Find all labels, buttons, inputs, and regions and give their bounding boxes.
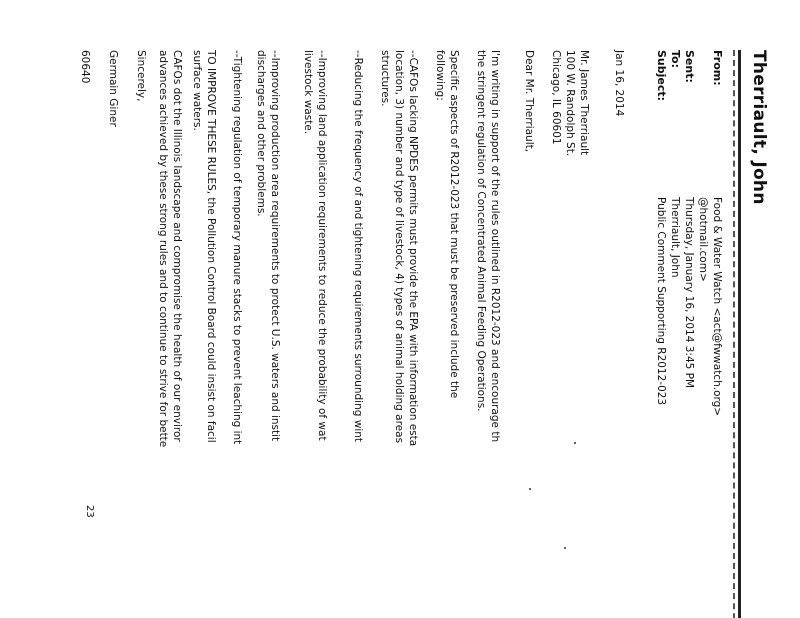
list-item (378, 50, 420, 618)
paragraph-line: CAFOs dot the Illinois landscape and compromise the health of our enviror (171, 50, 183, 442)
list-item (230, 50, 244, 618)
closing-paragraph (156, 50, 184, 618)
scan-speck (564, 547, 566, 549)
address-line: Chicago, IL 60601 (550, 50, 562, 145)
paragraph-line: following: (434, 50, 446, 101)
signoff: Sincerely, (135, 50, 147, 102)
paragraph-line: --Reducing the frequency of and tightening requirements surrounding wint (352, 50, 364, 443)
address-line: Mr. James Therriault (578, 50, 590, 156)
paragraph-line: surface waters. (191, 50, 203, 131)
paragraph-line: livestock waste. (302, 50, 314, 135)
title-dashed-rule (733, 50, 735, 618)
signer-name: Germain Giner (107, 50, 119, 127)
to-value: Therriault, John (669, 197, 681, 278)
sent-label: Sent: (683, 50, 696, 83)
paragraph-line: structures. (379, 50, 391, 107)
paragraph-line: --CAFOs lacking NPDES permits must provide the EPA with information esta (407, 50, 419, 447)
paragraph-line: --Improving production area requirements to protect U.S. waters and instit (269, 50, 281, 442)
from-value-line1: Food & Water Watch <act@fwwatch.org> (711, 197, 723, 417)
paragraph-line: location, 3) number and type of livestock, 4) types of animal holding areas (393, 50, 405, 444)
title-underline (738, 50, 741, 618)
paragraph-line: Specific aspects of R2012-023 that must be preserved include the (448, 50, 460, 399)
paragraph-line: TO IMPROVE THESE RULES, the Pollution Control Board could insist on facil (205, 50, 217, 443)
paragraph-line: discharges and other problems. (255, 50, 267, 217)
intro-paragraph (474, 50, 502, 618)
letter-document (71, 50, 769, 618)
specific-aspects-paragraph (433, 50, 461, 618)
to-label: To: (669, 50, 682, 68)
improve-paragraph (190, 50, 218, 618)
recipient-address (549, 50, 591, 618)
letter-date: Jan 16, 2014 (613, 50, 625, 117)
page-number: 23 (84, 505, 95, 518)
signer-zip: 60640 (79, 50, 91, 84)
from-label: From: (711, 50, 724, 86)
scan-speck (574, 442, 576, 444)
list-item (301, 50, 329, 618)
from-value-line2: @hotmail.com> (697, 197, 709, 282)
subject-label: Subject: (655, 50, 668, 102)
paragraph-line: the stringent regulation of Concentrated Animal Feeding Operations. (475, 50, 487, 412)
address-line: 100 W. Randolph St. (564, 50, 576, 157)
paragraph-line: advances achieved by these strong rules and to continue to strive for bette (157, 50, 169, 448)
paragraph-line: --Improving land application requirements to reduce the probability of wat (316, 50, 328, 441)
salutation: Dear Mr. Therriault, (523, 50, 535, 153)
list-item (254, 50, 282, 618)
scan-speck (529, 488, 531, 490)
paragraph-line: --Tightening regulation of temporary manure stacks to prevent leaching int (231, 50, 243, 445)
paragraph-line: I'm writing in support of the rules outlined in R2012-023 and encourage th (489, 50, 501, 443)
list-item (351, 50, 365, 618)
subject-value: Public Comment Supporting R2012-023 (655, 197, 667, 406)
sent-value: Thursday, January 16, 2014 3:45 PM (683, 197, 695, 389)
document-title: Therriault, John (749, 50, 769, 205)
